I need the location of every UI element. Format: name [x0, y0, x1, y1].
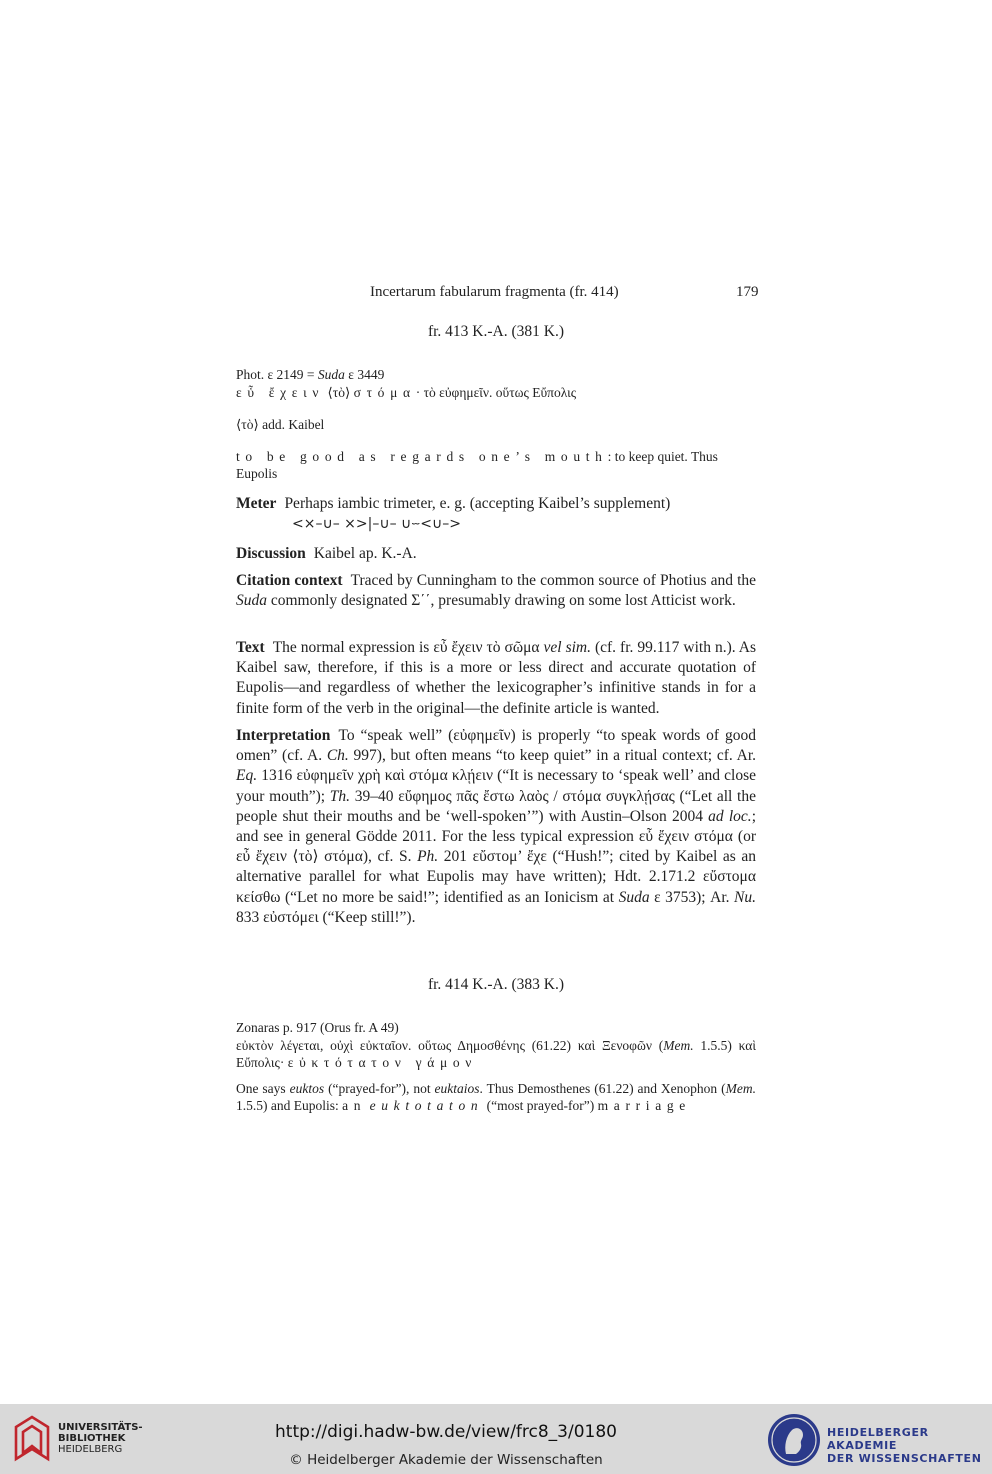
interp-text: To “speak well” (εὐφημεῖν) is properly “to speak words of good omen” (cf. A. [236, 727, 756, 765]
text-body-2: (cf. fr. 99.117 with n.). As Kaibel saw, therefore, if this is a more or less direct and accurate quotation of Eupolis—and regardless of whether the lexicographer’s infinitive stands in for a finite form of the verb in the original—the definite article is wanted. [236, 639, 756, 717]
source-ref: ε 3449 [344, 367, 385, 382]
greek-lemma: εὐκτότατον γάμον [287, 1055, 478, 1070]
citation-section [236, 571, 756, 611]
ub-line-2: BIBLIOTHEK [58, 1433, 126, 1444]
fragment-413-greek [236, 384, 756, 401]
source-text: Phot. ε 2149 = [236, 367, 318, 382]
trans-text: 1.5.5) and Eupolis: [236, 1098, 343, 1113]
trans-text: . Thus Demosthenes (61.22) and Xenophon ( [479, 1081, 726, 1096]
interp-text: 39–40 εὔφημος πᾶς ἔστω λαὸς / στόμα συγκλῄσας (“Let all the people shut their mouths and be ‘well-spoken’”) with Austin–Olson 2004 [236, 787, 756, 825]
translation-gloss: : to keep quiet. Thus Eupolis [236, 449, 718, 481]
greek-abbr: Mem. [663, 1038, 694, 1053]
interp-text: 833 εὐστόμει (“Keep still!”). [236, 908, 416, 926]
interp-abbr: Eq. [236, 767, 258, 785]
interp-abbr: Ph. [417, 848, 439, 866]
fragment-414-greek [236, 1037, 756, 1071]
trans-text: (“prayed-for”), not [324, 1081, 435, 1096]
trans-term: euktos [289, 1081, 325, 1096]
interp-abbr: Nu. [734, 888, 756, 906]
academy-seal-icon [766, 1412, 822, 1468]
greek-lemma-1: εὖ ἔχειν [236, 385, 325, 400]
hadw-line-2: DER WISSENSCHAFTEN [827, 1452, 982, 1465]
fragment-413-number: fr. 413 K.-A. [427, 323, 508, 340]
text-vel-sim: vel sim. [543, 639, 591, 656]
meter-section [236, 494, 756, 534]
meter-scheme: <×–∪– ×>|–∪– ∪⏖<∪–> [292, 516, 462, 533]
discussion-label: Discussion [236, 545, 306, 562]
fragment-414-number: fr. 414 K.-A. [427, 976, 508, 993]
greek-gloss: · τὸ εὐφημεῖν. οὕτως Εὔπολις [415, 385, 577, 400]
ub-line-1: UNIVERSITÄTS- [58, 1422, 143, 1433]
citation-suda: Suda [236, 592, 267, 610]
fragment-414-source: Zonaras p. 917 (Orus fr. A 49) [236, 1020, 399, 1035]
interp-abbr: Ch. [326, 747, 349, 765]
permalink-url[interactable]: http://digi.hadw-bw.de/view/frc8_3/0180 [275, 1422, 617, 1442]
fragment-414-translation [236, 1080, 756, 1114]
translation-lemma: to be good as regards one’s mouth [236, 449, 608, 464]
fragment-414-kock: (383 K.) [511, 976, 565, 993]
trans-term: euktaios [434, 1081, 480, 1096]
greek-text-2: 1.5.5) καὶ Εὔπολις· [236, 1038, 756, 1070]
trans-spaced: an [342, 1098, 367, 1113]
interp-text: ε 3753); Ar. [649, 888, 735, 906]
trans-text: (“most prayed-for”) [483, 1098, 598, 1113]
interp-text: 1316 εὐφημεῖν χρὴ καὶ στόμα κλῄειν (“It is necessary to ‘speak well’ and close your mouth”); [236, 767, 756, 805]
interp-abbr: Suda [618, 888, 650, 906]
greek-lemma-2: στόμα [353, 385, 416, 400]
running-title: Incertarum fabularum fragmenta (fr. 414) [370, 284, 619, 300]
text-section [236, 638, 756, 719]
trans-text: One says [236, 1081, 290, 1096]
interp-abbr: Th. [329, 787, 351, 805]
interpretation-label: Interpretation [236, 727, 331, 744]
hadw-line-1: HEIDELBERGER AKADEMIE [827, 1426, 929, 1452]
text-body: The normal expression is εὖ ἔχειν τὸ σῶμα [272, 639, 544, 656]
fragment-413-kock: (381 K.) [511, 323, 565, 340]
greek-text: εὐκτὸν λέγεται, οὐχὶ εὐκταῖον. οὕτως Δημοσθένης (61.22) καὶ Ξενοφῶν ( [236, 1038, 664, 1053]
page-number: 179 [736, 284, 759, 300]
interp-abbr: ad loc. [708, 807, 752, 825]
trans-abbr: Mem. [725, 1081, 756, 1096]
academy-name [827, 1426, 992, 1465]
fragment-414-heading [0, 976, 992, 994]
footer-bar [0, 1404, 992, 1474]
interp-text: 201 εὔστομ’ ἔχε (“Hush!”; cited by Kaibel as an alternative parallel for what Eupolis may have written); Hdt. 2.171.2 εὔστομα κείσθω (“Let no more be said!”; identified as an Ionicism at [236, 848, 756, 906]
interp-text: ; and see in general Gödde 2011. For the less typical expression εὖ ἔχειν στόμα (or εὖ ἔχειν ⟨τὸ⟩ στόμα), cf. S. [236, 807, 756, 866]
fragment-413-heading [0, 323, 992, 341]
copyright-notice: © Heidelberger Akademie der Wissenschaften [289, 1452, 603, 1468]
trans-spaced: marriage [597, 1098, 691, 1113]
citation-text-2: commonly designated Σ΄΄, presumably drawing on some lost Atticist work. [267, 592, 736, 610]
citation-text: Traced by Cunningham to the common source of Photius and the [350, 572, 756, 589]
interpretation-section [236, 726, 756, 928]
trans-spaced-term: euktotaton [369, 1098, 484, 1113]
citation-label: Citation context [236, 572, 343, 589]
fragment-413-apparatus: ⟨τὸ⟩ add. Kaibel [236, 417, 325, 432]
fragment-413-source [236, 366, 756, 383]
greek-supplement: ⟨τὸ⟩ [324, 385, 354, 400]
discussion-text: Kaibel ap. K.-A. [313, 545, 417, 562]
interp-text: 997), but often means “to keep quiet” in a ritual context; cf. Ar. [348, 747, 756, 765]
source-suda: Suda [317, 367, 345, 382]
meter-label: Meter [236, 495, 277, 512]
meter-text: Perhaps iambic trimeter, e. g. (accepting Kaibel’s supplement) [284, 495, 671, 512]
text-label: Text [236, 639, 265, 656]
ub-line-3: HEIDELBERG [58, 1444, 123, 1455]
fragment-413-translation [236, 448, 756, 482]
discussion-section [236, 544, 756, 564]
